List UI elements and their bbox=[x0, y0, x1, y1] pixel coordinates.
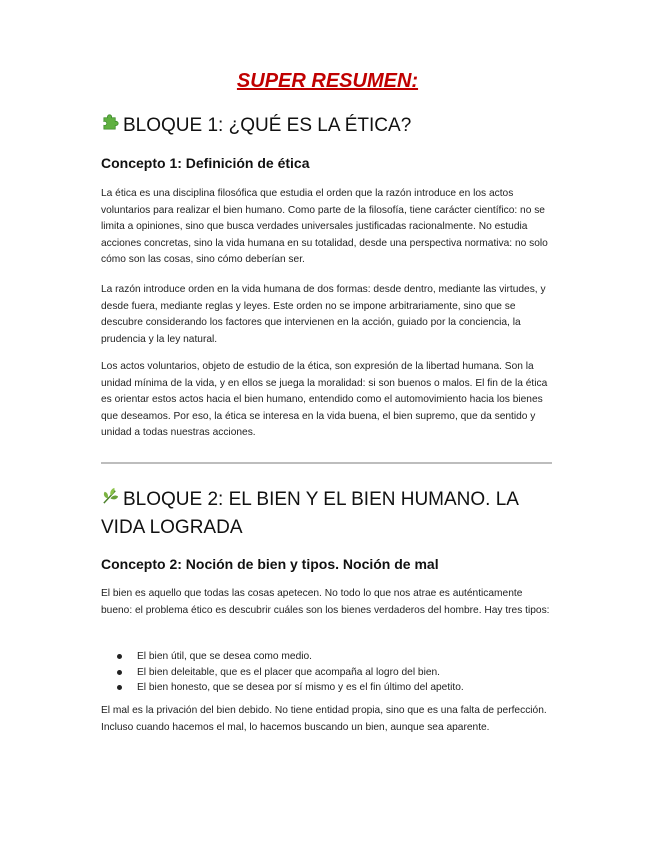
block-1-paragraph-2: La razón introduce orden en la vida humana de dos formas: desde dentro, mediante las virtudes, y desde fuera, mediante reglas y leyes. Este orden no se impone arbitrariamente, sino que se descubre considerando los factores que intervienen en la acción, guiado por la conciencia, la prudencia y la ley natural. bbox=[101, 284, 546, 345]
section-divider bbox=[101, 462, 552, 464]
block-2-intro: El bien es aquello que todas las cosas apetecen. No todo lo que nos atrae es auténticamente bueno: el problema ético es descubrir cuáles son los bienes verdaderos del hombre. Hay tres tipos: bbox=[101, 588, 550, 616]
block-1-title: BLOQUE 1: ¿QUÉ ES LA ÉTICA? bbox=[123, 115, 412, 136]
good-types-list bbox=[117, 649, 537, 696]
concept-2-title: Concepto 2: Noción de bien y tipos. Noción de mal bbox=[101, 556, 439, 572]
block-2-heading bbox=[101, 486, 561, 542]
block-1-heading bbox=[101, 112, 561, 140]
block-1-paragraph-3: Los actos voluntarios, objeto de estudio de la ética, son expresión de la libertad humana. Son la unidad mínima de la vida, y en ellos se juega la moralidad: si son buenos o malos. El fin de la ética es orientar estos actos hacia el bien humano, entendido como el automovimiento hacia los bienes que deseamos. Por eso, la ética se interesa en la vida buena, el bien supremo, que da sentido y unidad a todas nuestras acciones. bbox=[101, 361, 548, 439]
list-item: El bien honesto, que se desea por sí mismo y es el fin último del apetito. bbox=[117, 680, 537, 696]
herb-leaf-icon bbox=[101, 486, 123, 514]
block-2-closing: El mal es la privación del bien debido. No tiene entidad propia, sino que es una falta de perfección. Incluso cuando hacemos el mal, lo hacemos buscando un bien, aunque sea aparente. bbox=[101, 705, 547, 733]
block-2-title: BLOQUE 2: EL BIEN Y EL BIEN HUMANO. LA VIDA LOGRADA bbox=[101, 489, 518, 538]
concept-1-title: Concepto 1: Definición de ética bbox=[101, 155, 310, 171]
document-title: SUPER RESUMEN: bbox=[236, 70, 419, 92]
puzzle-piece-icon bbox=[101, 112, 123, 140]
list-item: El bien útil, que se desea como medio. bbox=[117, 649, 537, 665]
list-item: El bien deleitable, que es el placer que acompaña al logro del bien. bbox=[117, 665, 537, 681]
block-1-paragraph-1: La ética es una disciplina filosófica que estudia el orden que la razón introduce en los actos voluntarios para realizar el bien humano. Como parte de la filosofía, tiene carácter científico: no se limita a opiniones, sino que busca verdades universales justificadas racionalmente. No estudia acciones concretas, sino la vida humana en su totalidad, desde una perspectiva normativa: no solo cómo son las cosas, sino cómo deberían ser. bbox=[101, 188, 548, 266]
